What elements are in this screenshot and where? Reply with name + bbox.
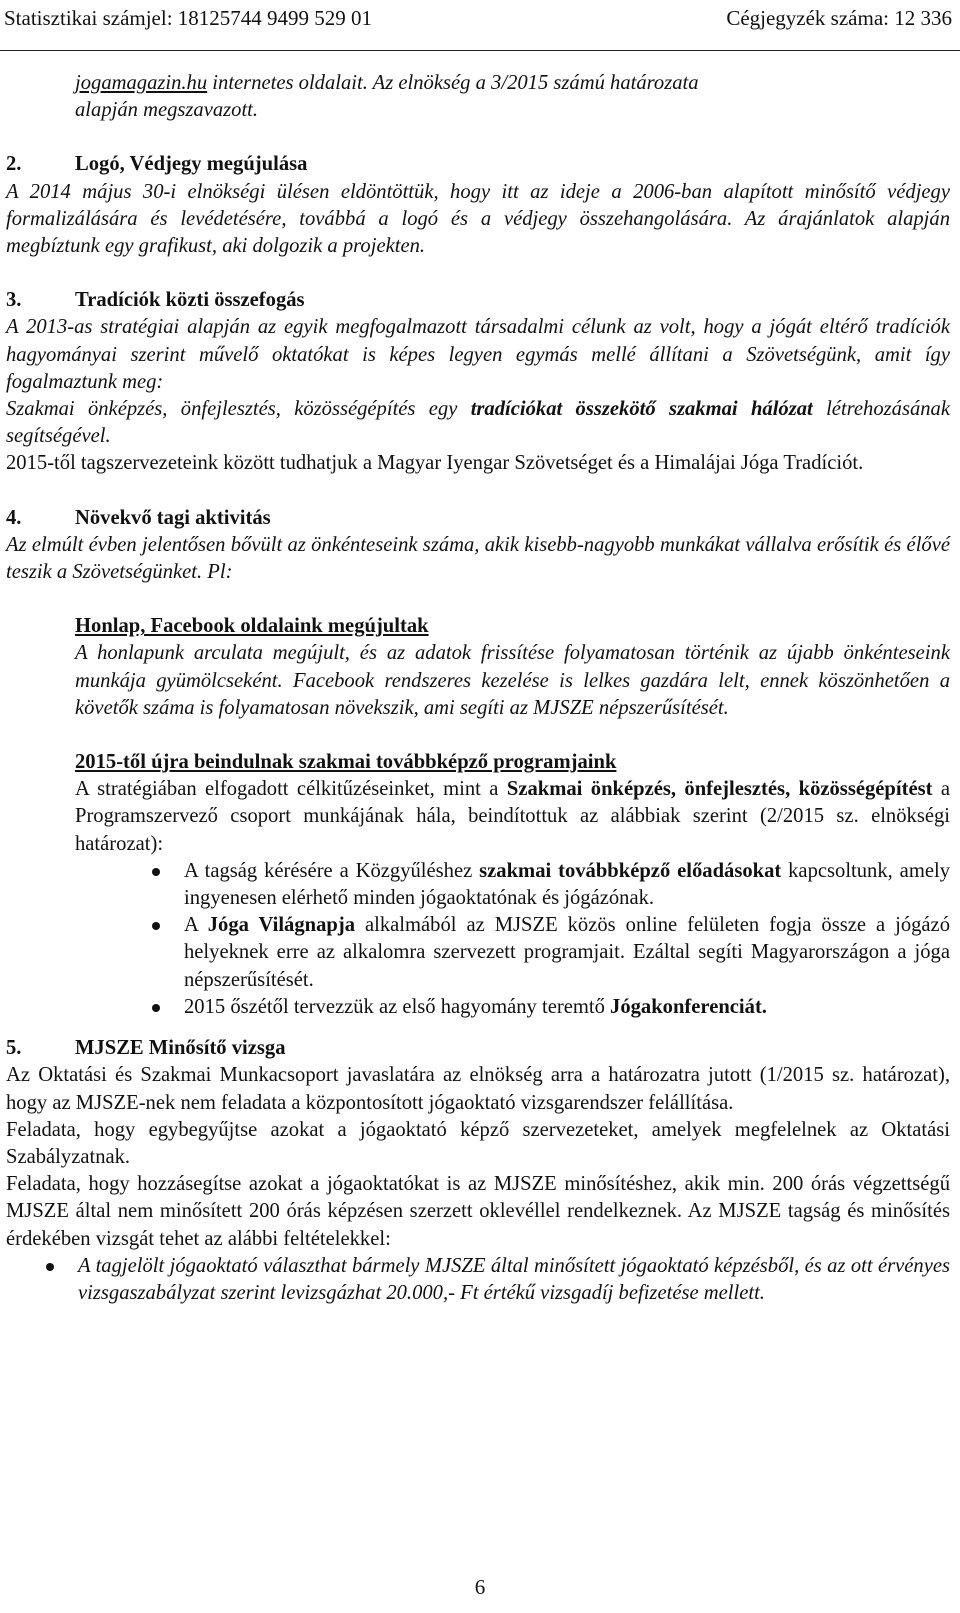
section-5-heading: 5. MJSZE Minősítő vizsga bbox=[6, 1037, 286, 1060]
bullet-icon bbox=[152, 1004, 160, 1012]
section-3-members: 2015-től tagszervezeteink között tudhatjuk a Magyar Iyengar Szövetséget és a Himalájai Jóga Tradíciót. bbox=[6, 452, 864, 475]
bullet-icon bbox=[152, 922, 160, 930]
subsection-training bbox=[6, 749, 950, 858]
statistical-number: Statisztikai számjel: 18125744 9499 529 01 bbox=[4, 6, 373, 30]
section-5-paragraph: Az Oktatási és Szakmai Munkacsoport javaslatára az elnökség arra a határozatra jutott (1/2015 sz. határozat), hogy az MJSZE-nek nem feladata a központosított jógaoktató vizsgarendszer felállítása. bbox=[6, 1064, 950, 1114]
bullet-icon bbox=[152, 868, 160, 876]
section-4-paragraph: Az elmúlt évben jelentősen bővült az önkénteseink száma, akik kisebb-nagyobb munkákat vállalva erősítik és élővé teszik a Szövetségünket. Pl: bbox=[6, 533, 950, 584]
bullet-icon bbox=[46, 1263, 54, 1271]
section-2-body: A 2014 május 30-i elnökségi ülésen eldöntöttük, hogy itt az ideje a 2006-ban alapított minősítő védjegy formalizálására és levédetésére, továbbá a logó és a védjegy összehangolására. Az árajánlatok alapján megbíztunk egy grafikust, aki dolgozik a projekten. bbox=[6, 180, 950, 258]
section-5-duty-1: Feladata, hogy egybegyűjtse azokat a jógaoktató képző szervezeteket, amelyek megfelelnek az Oktatási Szabályzatnak. bbox=[6, 1118, 950, 1168]
exam-bullet-list bbox=[6, 1253, 950, 1307]
company-registration-number: Cégjegyzék száma: 12 336 bbox=[726, 6, 952, 30]
training-bullet-list bbox=[6, 858, 950, 1021]
subsection-website-body: A honlapunk arculata megújult, és az adatok frissítése folyamatosan történik az újabb önkénteseink munkája gyümölcseként. Facebook rendszeres kezelése is lelkes gazdára lelt, ennek köszönhetően a követők száma is folyamatosan növekszik, ami segíti az MJSZE népszerűsítését. bbox=[75, 642, 950, 719]
subsection-training-title: 2015-től újra beindulnak szakmai továbbképző programjaink bbox=[75, 751, 617, 774]
subsection-website-title: Honlap, Facebook oldalaink megújultak bbox=[75, 615, 429, 638]
list-item: 2015 őszétől tervezzük az első hagyomány teremtő Jógakonferenciát. bbox=[6, 994, 950, 1021]
jogamagazin-link[interactable]: jogamagazin.hu bbox=[75, 72, 208, 94]
page-number: 6 bbox=[474, 1575, 486, 1599]
subsection-training-body: A stratégiában elfogadott célkitűzéseinket, mint a Szakmai önképzés, önfejlesztés, közösségépítést a Programszervező csoport munkájának hála, beindítottuk az alábbiak szerint (2/2015 sz. elnökségi határozat): bbox=[75, 778, 951, 855]
list-item: A Jóga Világnapja alkalmából az MJSZE közös online felületen fogja össze a jógázó helyeknek erre az alkalomra szervezett programjait. Ezáltal segíti Magyarországon a jóga népszerűsítését. bbox=[6, 912, 950, 994]
section-5-duty-2: Feladata, hogy hozzásegítse azokat a jógaoktatókat is az MJSZE minősítéshez, akik min. 200 órás végzettségű MJSZE által nem minősített 200 órás képzésen szerzett oklevéllel rendelkeznek. Az MJSZE tagság és minősítés érdekében vizsgát tehet az alábbi feltételekkel: bbox=[6, 1173, 950, 1250]
continued-paragraph: jogamagazin.hu internetes oldalait. Az elnökség a 3/2015 számú határozata alapján megszavazott. bbox=[75, 72, 699, 122]
section-3-heading: 3. Tradíciók közti összefogás bbox=[6, 289, 305, 312]
section-3-paragraph: A 2013-as stratégiai alapján az egyik megfogalmazott társadalmi célunk az volt, hogy a jógát eltérő tradíciók hagyományai szerint művelő oktatókat is képes legyen egymás mellé állítani a Szövetségünk, amit így fogalmaztunk meg: bbox=[6, 316, 950, 393]
document-body bbox=[6, 70, 950, 1307]
list-item: A tagjelölt jógaoktató választhat bármely MJSZE által minősített jógaoktató képzésből, és az ott érvényes vizsgaszabályzat szerint levizsgázhat 20.000,- Ft értékű vizsgadíj befizetése mellett. bbox=[6, 1253, 950, 1307]
subsection-website bbox=[6, 613, 950, 722]
section-3-goal: Szakmai önképzés, önfejlesztés, közösségépítés egy tradíciókat összekötő szakmai hálózat létrehozásának segítségével. bbox=[6, 398, 950, 448]
page-header bbox=[0, 0, 960, 51]
section-2-heading: 2. Logó, Védjegy megújulása bbox=[6, 153, 308, 176]
list-item: A tagság kérésére a Közgyűléshez szakmai továbbképző előadásokat kapcsoltunk, amely ingyenesen elérhető minden jógaoktatónak és jógázónak. bbox=[6, 858, 950, 912]
section-4-heading: 4. Növekvő tagi aktivitás bbox=[6, 506, 271, 529]
